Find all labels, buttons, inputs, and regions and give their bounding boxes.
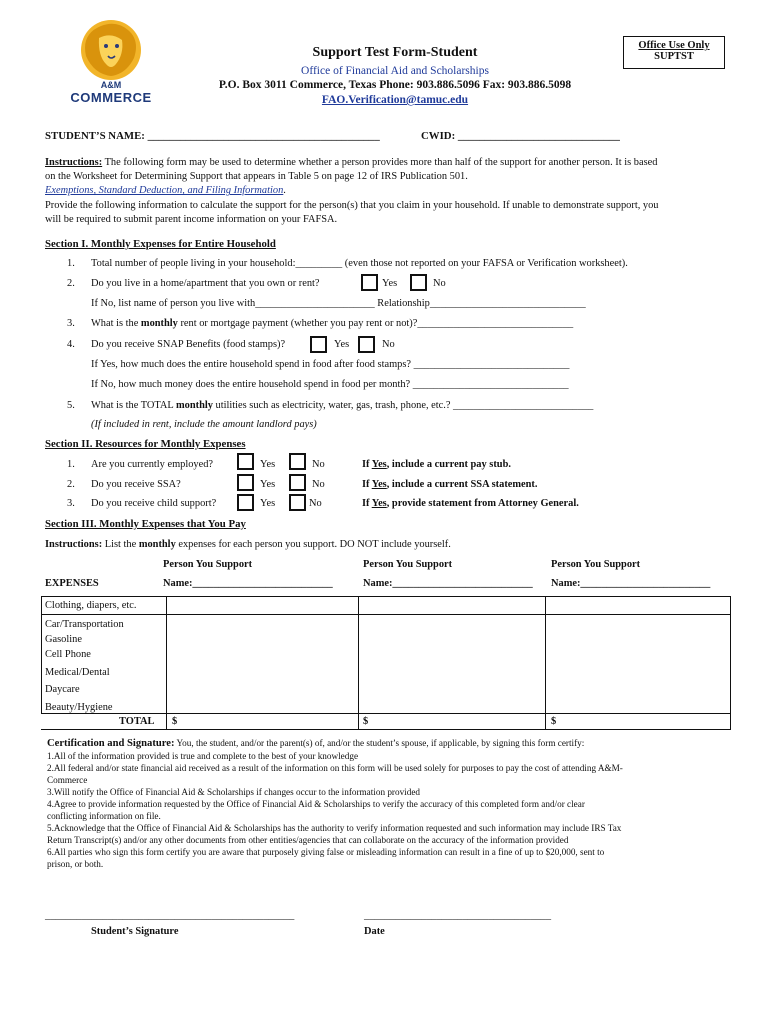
s1-q5-note: (If included in rent, include the amount landlord pays)	[91, 419, 317, 430]
expense-row-cell-phone: Cell Phone	[45, 649, 91, 660]
s1-q2-live-with-field[interactable]: If No, list name of person you live with_______________________ Relationship______________________________	[91, 298, 586, 309]
s2-employed-yes-checkbox[interactable]	[237, 453, 254, 470]
s1-q4-snap: Do you receive SNAP Benefits (food stamps)?	[91, 339, 286, 350]
person-header-1: Person You Support	[163, 559, 253, 570]
expense-table	[41, 596, 731, 730]
expense-row-clothing: Clothing, diapers, etc.	[45, 600, 137, 611]
cert-line: prison, or both.	[47, 859, 104, 869]
s1-q2-no-checkbox[interactable]	[410, 274, 427, 291]
person-header-2: Person You Support	[363, 559, 453, 570]
office-email-link[interactable]: FAO.Verification@tamuc.edu	[321, 94, 469, 106]
cert-line: 4.Agree to provide information requested by the Office of Financial Aid & Scholarships to verify the accuracy of this completed form and/or clear	[47, 799, 585, 809]
cert-line: 2.All federal and/or state financial aid received as a result of the information on this form will be used solely for purposes to pay the cost of attending A&M-	[47, 763, 623, 773]
expense-row-car: Car/Transportation	[45, 619, 124, 630]
section-2-title: Section II. Resources for Monthly Expenses	[45, 438, 246, 450]
s1-q5-utilities-field[interactable]: What is the TOTAL monthly utilities such as electricity, water, gas, trash, phone, etc.? ___________________________	[91, 400, 594, 411]
cert-line: 3.Will notify the Office of Financial Aid & Scholarships if changes occur to the information provided	[47, 787, 420, 797]
s1-q2-yes-label: Yes	[382, 278, 398, 289]
signature-label: Student’s Signature	[91, 926, 179, 937]
office-use-label: Office Use Only	[638, 40, 710, 51]
total-person-1[interactable]: $	[172, 716, 178, 727]
cert-line: 5.Acknowledge that the Office of Financial Aid & Scholarships has the authority to verify information requested and such information may include IRS Tax	[47, 823, 622, 833]
expenses-label: EXPENSES	[45, 578, 99, 589]
s1-q2-yes-checkbox[interactable]	[361, 274, 378, 291]
instructions-line-1: The following form may be used to determine whether a person provides more than half of the support for another person. It is based	[102, 157, 658, 168]
s1-q4-no-checkbox[interactable]	[358, 336, 375, 353]
cert-line: conflicting information on file.	[47, 811, 161, 821]
s1-q4-food-per-month-field[interactable]: If No, how much money does the entire household spend in food per month? ______________________________	[91, 379, 569, 390]
date-line[interactable]: ____________________________________	[364, 910, 552, 921]
person-1-name-field[interactable]: Name:___________________________	[163, 578, 333, 589]
s2-employed-no-checkbox[interactable]	[289, 453, 306, 470]
logo-line-2: COMMERCE	[70, 90, 152, 105]
s1-q2-num: 2.	[67, 278, 75, 289]
s2-child-support-no-checkbox[interactable]	[289, 494, 306, 511]
s1-q3-num: 3.	[67, 318, 75, 329]
cert-line: Commerce	[47, 775, 88, 785]
s1-q1-household-count[interactable]: Total number of people living in your household:_________ (even those not reported on your FAFSA or Verification worksheet).	[91, 258, 628, 269]
s1-q2-no-label: No	[433, 278, 446, 289]
person-3-name-field[interactable]: Name:_________________________	[551, 578, 711, 589]
total-label: TOTAL	[119, 716, 155, 727]
s1-q4-num: 4.	[67, 339, 75, 350]
section-3-instructions: Instructions: List the monthly expenses for each person you support. DO NOT include yourself.	[45, 539, 451, 550]
irs-publication-link[interactable]: Exemptions, Standard Deduction, and Filing Information	[45, 185, 284, 197]
expense-row-beauty: Beauty/Hygiene	[45, 702, 113, 713]
s1-q4-yes-checkbox[interactable]	[310, 336, 327, 353]
cert-line: Return Transcript(s) and/or any other documents from other entities/agencies that can collaborate on the accuracy of the information provided	[47, 835, 569, 845]
office-use-code: SUPTST	[654, 51, 694, 62]
logo-line-1: A&M	[100, 80, 122, 90]
s1-q4-yes-label: Yes	[334, 339, 350, 350]
person-2-name-field[interactable]: Name:___________________________	[363, 578, 533, 589]
total-person-3[interactable]: $	[551, 716, 557, 727]
s2-ssa-yes-checkbox[interactable]	[237, 474, 254, 491]
cert-line: 6.All parties who sign this form certify you are aware that purposely giving false or misleading information can result in a fine of up to $20,000, sent to	[47, 847, 605, 857]
s1-q3-rent-field[interactable]: What is the monthly rent or mortgage payment (whether you pay rent or not)?______________________________	[91, 318, 574, 329]
instructions-label: Instructions:	[45, 157, 103, 168]
student-name-field[interactable]: STUDENT’S NAME: ___________________________________________	[45, 130, 380, 142]
s1-q4-food-after-stamps-field[interactable]: If Yes, how much does the entire household spend in food after food stamps? ______________________________	[91, 359, 570, 370]
section-1-title: Section I. Monthly Expenses for Entire Household	[45, 238, 276, 250]
s1-q1-num: 1.	[67, 258, 75, 269]
certification-intro: You, the student, and/or the parent(s) of, and/or the student’s spouse, if applicable, by signing this form certify:	[174, 738, 585, 748]
instructions-line-5: will be required to submit parent income information on your FAFSA.	[45, 213, 338, 225]
cert-line: 1.All of the information provided is true and complete to the best of your knowledge	[47, 751, 359, 761]
person-header-3: Person You Support	[551, 559, 641, 570]
instructions-link-end: .	[283, 185, 286, 197]
form-title: Support Test Form-Student	[312, 45, 478, 60]
instructions	[45, 156, 659, 227]
s1-q4-no-label: No	[382, 339, 395, 350]
section-3-title: Section III. Monthly Expenses that You Pay	[45, 518, 246, 530]
total-person-2[interactable]: $	[363, 716, 369, 727]
certification-label: Certification and Signature:	[47, 738, 175, 749]
instructions-line-4: Provide the following information to calculate the support for the person(s) that you claim in your household. If unable to demonstrate support, you	[45, 199, 659, 211]
cwid-field[interactable]: CWID: ______________________________	[421, 130, 620, 142]
instructions-line-2: on the Worksheet for Determining Support that appears in Table 5 on page 12 of IRS Publication 501.	[45, 171, 468, 183]
office-name: Office of Financial Aid and Scholarships	[301, 65, 489, 77]
office-use-box	[623, 36, 725, 69]
date-label: Date	[364, 926, 385, 937]
s2-ssa-no-checkbox[interactable]	[289, 474, 306, 491]
s2-child-support-yes-checkbox[interactable]	[237, 494, 254, 511]
office-address: P.O. Box 3011 Commerce, Texas Phone: 903.886.5096 Fax: 903.886.5098	[218, 79, 572, 91]
s1-q5-num: 5.	[67, 400, 75, 411]
expense-row-gasoline: Gasoline	[45, 634, 82, 645]
signature-line[interactable]: ________________________________________________	[45, 910, 295, 921]
expense-row-daycare: Daycare	[45, 684, 80, 695]
s1-q2-own-rent: Do you live in a home/apartment that you own or rent?	[91, 278, 320, 289]
expense-row-medical: Medical/Dental	[45, 667, 110, 678]
certification	[47, 737, 623, 870]
